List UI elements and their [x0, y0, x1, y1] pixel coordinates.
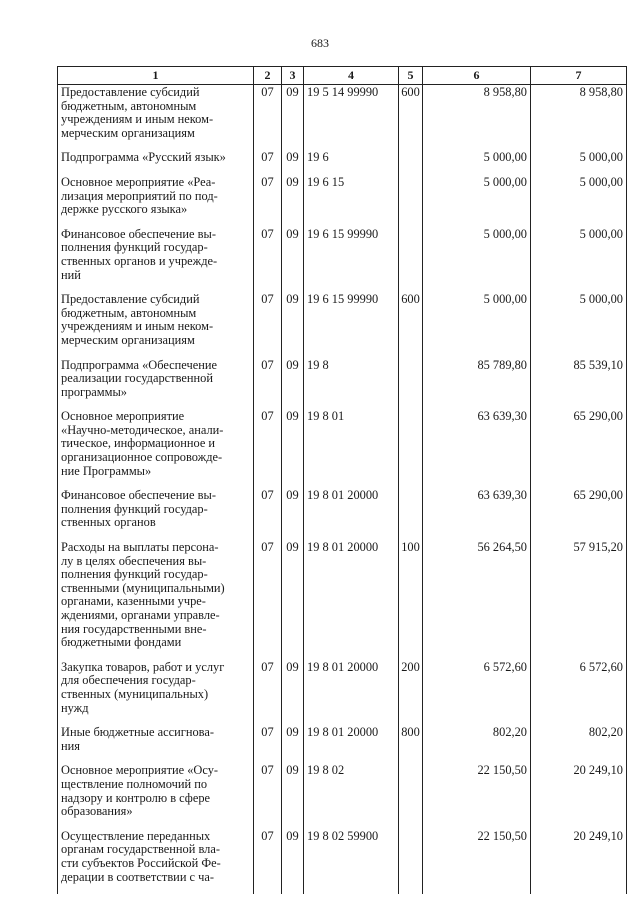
section-code: 07: [254, 85, 282, 141]
section-code: 07: [254, 409, 282, 478]
item-name: Осуществление переданных органам государственной вла- сти субъектов Российской Фе- дерации в соответствии с ча-: [58, 829, 254, 884]
spacer-cell: [282, 650, 304, 660]
section-code: 07: [254, 829, 282, 884]
item-name: Основное мероприятие «Реа- лизация мероприятий по под- держке русского языка»: [58, 175, 254, 217]
spacer-cell: [58, 348, 254, 358]
row-spacer: [58, 165, 627, 175]
spacer-cell: [282, 282, 304, 292]
amount-year-1: 6 572,60: [423, 660, 531, 715]
spacer-cell: [254, 530, 282, 540]
spacer-cell: [399, 217, 423, 227]
spacer-cell: [423, 140, 531, 150]
section-code: 07: [254, 227, 282, 282]
target-article-code: 19 8 01 20000: [304, 725, 399, 753]
target-article-code: 19 8 01 20000: [304, 660, 399, 715]
item-name: Расходы на выплаты персона- лу в целях обеспечения вы- полнения функций государ- ственными (муниципальными) органами, казенными учре- ждениями, органами управле- ния государственными вне- бюджетными фондами: [58, 540, 254, 650]
section-code: 07: [254, 175, 282, 217]
spacer-cell: [282, 530, 304, 540]
amount-year-1: 5 000,00: [423, 227, 531, 282]
spacer-cell: [282, 348, 304, 358]
expense-type-code: 100: [399, 540, 423, 650]
spacer-cell: [304, 165, 399, 175]
amount-year-2: 5 000,00: [531, 227, 627, 282]
spacer-cell: [423, 282, 531, 292]
spacer-cell: [254, 715, 282, 725]
subsection-code: 09: [282, 829, 304, 884]
amount-year-1: 5 000,00: [423, 150, 531, 165]
subsection-code: 09: [282, 292, 304, 347]
spacer-cell: [304, 650, 399, 660]
expense-type-code: [399, 763, 423, 818]
spacer-cell: [531, 282, 627, 292]
spacer-cell: [254, 140, 282, 150]
spacer-cell: [531, 399, 627, 409]
expense-type-code: [399, 358, 423, 400]
section-code: 07: [254, 725, 282, 753]
subsection-code: 09: [282, 660, 304, 715]
spacer-cell: [304, 715, 399, 725]
spacer-cell: [254, 348, 282, 358]
subsection-code: 09: [282, 725, 304, 753]
subsection-code: 09: [282, 358, 304, 400]
target-article-code: 19 8 01 20000: [304, 540, 399, 650]
table-row: [58, 763, 627, 818]
target-article-code: 19 8 02: [304, 763, 399, 818]
target-article-code: 19 6 15 99990: [304, 292, 399, 347]
row-spacer: [58, 819, 627, 829]
table-row: [58, 150, 627, 165]
amount-year-2: 20 249,10: [531, 763, 627, 818]
spacer-cell: [254, 819, 282, 829]
item-name: Финансовое обеспечение вы- полнения функций государ- ственных органов и учрежде- ний: [58, 227, 254, 282]
section-code: 07: [254, 292, 282, 347]
spacer-cell: [304, 753, 399, 763]
expense-type-code: 800: [399, 725, 423, 753]
amount-year-2: 802,20: [531, 725, 627, 753]
spacer-cell: [531, 140, 627, 150]
spacer-cell: [254, 282, 282, 292]
expense-type-code: [399, 150, 423, 165]
target-article-code: 19 6 15 99990: [304, 227, 399, 282]
table-row: [58, 829, 627, 884]
expense-type-code: 200: [399, 660, 423, 715]
subsection-code: 09: [282, 540, 304, 650]
spacer-cell: [399, 140, 423, 150]
amount-year-2: 57 915,20: [531, 540, 627, 650]
header-row: [58, 67, 627, 85]
spacer-cell: [423, 819, 531, 829]
spacer-cell: [531, 753, 627, 763]
header-col-6: 6: [423, 67, 531, 85]
spacer-cell: [423, 165, 531, 175]
item-name: Предоставление субсидий бюджетным, автономным учреждениям и иным неком- мерческим организациям: [58, 292, 254, 347]
spacer-cell: [399, 753, 423, 763]
spacer-cell: [304, 348, 399, 358]
target-article-code: 19 8 01: [304, 409, 399, 478]
table-row: [58, 409, 627, 478]
spacer-cell: [423, 650, 531, 660]
amount-year-1: 5 000,00: [423, 175, 531, 217]
table-row: [58, 85, 627, 141]
spacer-cell: [304, 530, 399, 540]
section-code: 07: [254, 763, 282, 818]
item-name: Основное мероприятие «Научно-методическое, анали- тическое, информационное и организационное сопровожде- ние Программы»: [58, 409, 254, 478]
header-col-3: 3: [282, 67, 304, 85]
amount-year-2: 20 249,10: [531, 829, 627, 884]
spacer-cell: [304, 217, 399, 227]
subsection-code: 09: [282, 227, 304, 282]
spacer-cell: [304, 140, 399, 150]
target-article-code: 19 8 02 59900: [304, 829, 399, 884]
item-name: Финансовое обеспечение вы- полнения функций государ- ственных органов: [58, 488, 254, 530]
spacer-cell: [58, 753, 254, 763]
item-name: Закупка товаров, работ и услуг для обеспечения государ- ственных (муниципальных) нужд: [58, 660, 254, 715]
spacer-cell: [399, 399, 423, 409]
spacer-cell: [254, 217, 282, 227]
table-body: [58, 85, 627, 895]
spacer-cell: [531, 715, 627, 725]
spacer-cell: [282, 165, 304, 175]
target-article-code: 19 6 15: [304, 175, 399, 217]
table-header: [58, 67, 627, 85]
spacer-cell: [399, 530, 423, 540]
target-article-code: 19 5 14 99990: [304, 85, 399, 141]
spacer-cell: [423, 478, 531, 488]
table-row: [58, 292, 627, 347]
spacer-cell: [282, 399, 304, 409]
table-row: [58, 358, 627, 400]
row-spacer: [58, 399, 627, 409]
subsection-code: 09: [282, 85, 304, 141]
expense-type-code: [399, 227, 423, 282]
row-spacer: [58, 478, 627, 488]
spacer-cell: [531, 348, 627, 358]
amount-year-1: 22 150,50: [423, 829, 531, 884]
row-spacer: [58, 715, 627, 725]
row-spacer: [58, 348, 627, 358]
subsection-code: 09: [282, 488, 304, 530]
row-spacer: [58, 884, 627, 894]
spacer-cell: [304, 399, 399, 409]
spacer-cell: [531, 819, 627, 829]
header-col-4: 4: [304, 67, 399, 85]
table-row: [58, 227, 627, 282]
spacer-cell: [399, 282, 423, 292]
spacer-cell: [399, 348, 423, 358]
spacer-cell: [304, 819, 399, 829]
spacer-cell: [58, 140, 254, 150]
table-row: [58, 540, 627, 650]
target-article-code: 19 8: [304, 358, 399, 400]
spacer-cell: [282, 140, 304, 150]
section-code: 07: [254, 540, 282, 650]
spacer-cell: [282, 715, 304, 725]
amount-year-2: 5 000,00: [531, 175, 627, 217]
spacer-cell: [399, 650, 423, 660]
spacer-cell: [423, 715, 531, 725]
spacer-cell: [58, 650, 254, 660]
spacer-cell: [304, 884, 399, 894]
spacer-cell: [399, 884, 423, 894]
row-spacer: [58, 530, 627, 540]
spacer-cell: [423, 753, 531, 763]
amount-year-1: 5 000,00: [423, 292, 531, 347]
spacer-cell: [58, 884, 254, 894]
spacer-cell: [423, 217, 531, 227]
table-row: [58, 488, 627, 530]
subsection-code: 09: [282, 763, 304, 818]
spacer-cell: [58, 165, 254, 175]
spacer-cell: [531, 217, 627, 227]
amount-year-2: 65 290,00: [531, 488, 627, 530]
spacer-cell: [423, 348, 531, 358]
header-col-1: 1: [58, 67, 254, 85]
spacer-cell: [423, 884, 531, 894]
spacer-cell: [254, 884, 282, 894]
item-name: Основное мероприятие «Осу- ществление полномочий по надзору и контролю в сфере образования»: [58, 763, 254, 818]
amount-year-1: 22 150,50: [423, 763, 531, 818]
spacer-cell: [58, 282, 254, 292]
amount-year-1: 802,20: [423, 725, 531, 753]
spacer-cell: [58, 715, 254, 725]
section-code: 07: [254, 358, 282, 400]
subsection-code: 09: [282, 175, 304, 217]
amount-year-1: 63 639,30: [423, 409, 531, 478]
item-name: Подпрограмма «Обеспечение реализации государственной программы»: [58, 358, 254, 400]
expense-type-code: 600: [399, 85, 423, 141]
header-col-2: 2: [254, 67, 282, 85]
spacer-cell: [531, 530, 627, 540]
amount-year-2: 6 572,60: [531, 660, 627, 715]
spacer-cell: [399, 819, 423, 829]
section-code: 07: [254, 150, 282, 165]
spacer-cell: [423, 530, 531, 540]
header-col-7: 7: [531, 67, 627, 85]
spacer-cell: [254, 753, 282, 763]
spacer-cell: [58, 399, 254, 409]
expense-type-code: 600: [399, 292, 423, 347]
budget-table: [57, 66, 627, 894]
spacer-cell: [531, 650, 627, 660]
amount-year-1: 85 789,80: [423, 358, 531, 400]
spacer-cell: [58, 819, 254, 829]
item-name: Иные бюджетные ассигнова- ния: [58, 725, 254, 753]
expense-type-code: [399, 488, 423, 530]
expense-type-code: [399, 175, 423, 217]
row-spacer: [58, 650, 627, 660]
expense-type-code: [399, 829, 423, 884]
spacer-cell: [399, 478, 423, 488]
table-row: [58, 725, 627, 753]
spacer-cell: [58, 530, 254, 540]
spacer-cell: [304, 478, 399, 488]
amount-year-2: 65 290,00: [531, 409, 627, 478]
expense-type-code: [399, 409, 423, 478]
row-spacer: [58, 753, 627, 763]
spacer-cell: [254, 478, 282, 488]
spacer-cell: [254, 399, 282, 409]
amount-year-2: 8 958,80: [531, 85, 627, 141]
amount-year-1: 63 639,30: [423, 488, 531, 530]
item-name: Подпрограмма «Русский язык»: [58, 150, 254, 165]
spacer-cell: [531, 884, 627, 894]
subsection-code: 09: [282, 150, 304, 165]
amount-year-1: 8 958,80: [423, 85, 531, 141]
table-row: [58, 660, 627, 715]
header-col-5: 5: [399, 67, 423, 85]
row-spacer: [58, 140, 627, 150]
spacer-cell: [282, 884, 304, 894]
item-name: Предоставление субсидий бюджетным, автономным учреждениям и иным неком- мерческим организациям: [58, 85, 254, 141]
row-spacer: [58, 282, 627, 292]
target-article-code: 19 8 01 20000: [304, 488, 399, 530]
spacer-cell: [282, 478, 304, 488]
spacer-cell: [423, 399, 531, 409]
subsection-code: 09: [282, 409, 304, 478]
spacer-cell: [282, 753, 304, 763]
spacer-cell: [254, 165, 282, 175]
spacer-cell: [254, 650, 282, 660]
spacer-cell: [58, 478, 254, 488]
spacer-cell: [58, 217, 254, 227]
spacer-cell: [531, 165, 627, 175]
amount-year-1: 56 264,50: [423, 540, 531, 650]
amount-year-2: 5 000,00: [531, 150, 627, 165]
spacer-cell: [399, 715, 423, 725]
row-spacer: [58, 217, 627, 227]
target-article-code: 19 6: [304, 150, 399, 165]
section-code: 07: [254, 660, 282, 715]
amount-year-2: 85 539,10: [531, 358, 627, 400]
spacer-cell: [399, 165, 423, 175]
spacer-cell: [282, 819, 304, 829]
section-code: 07: [254, 488, 282, 530]
page-number: 683: [311, 36, 329, 50]
amount-year-2: 5 000,00: [531, 292, 627, 347]
table-row: [58, 175, 627, 217]
spacer-cell: [304, 282, 399, 292]
spacer-cell: [531, 478, 627, 488]
spacer-cell: [282, 217, 304, 227]
